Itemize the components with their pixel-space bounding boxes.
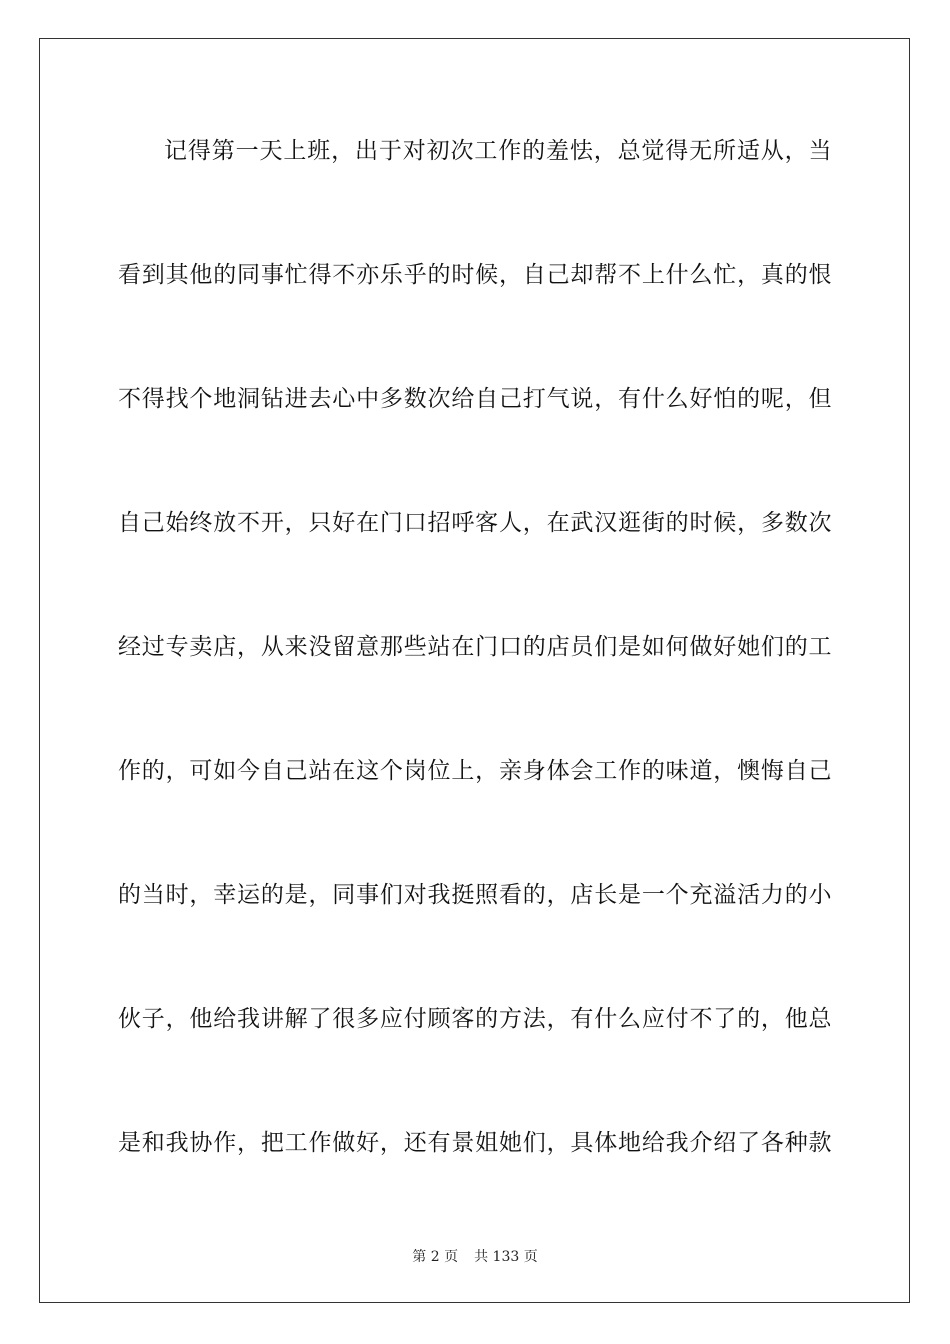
paragraph-line: 作的，可如今自己站在这个岗位上，亲身体会工作的味道，懊悔自己 [118, 758, 832, 784]
document-body [118, 130, 832, 1246]
page-footer [0, 1246, 950, 1266]
paragraph-line: 是和我协作，把工作做好，还有景姐她们，具体地给我介绍了各种款 [118, 1130, 832, 1156]
page-number: 第 2 页 [412, 1249, 459, 1265]
paragraph-line: 自己始终放不开，只好在门口招呼客人，在武汉逛街的时候，多数次 [118, 510, 832, 536]
paragraph-line: 经过专卖店，从来没留意那些站在门口的店员们是如何做好她们的工 [118, 634, 832, 660]
paragraph-line: 看到其他的同事忙得不亦乐乎的时候，自己却帮不上什么忙，真的恨 [118, 262, 832, 288]
paragraph-line: 的当时，幸运的是，同事们对我挺照看的，店长是一个充溢活力的小 [118, 882, 832, 908]
paragraph-line: 记得第一天上班，出于对初次工作的羞怯，总觉得无所适从，当 [164, 138, 832, 164]
paragraph-line: 不得找个地洞钻进去心中多数次给自己打气说，有什么好怕的呢，但 [118, 386, 832, 412]
page-total: 共 133 页 [474, 1249, 538, 1265]
paragraph-line: 伙子，他给我讲解了很多应付顾客的方法，有什么应付不了的，他总 [118, 1006, 832, 1032]
